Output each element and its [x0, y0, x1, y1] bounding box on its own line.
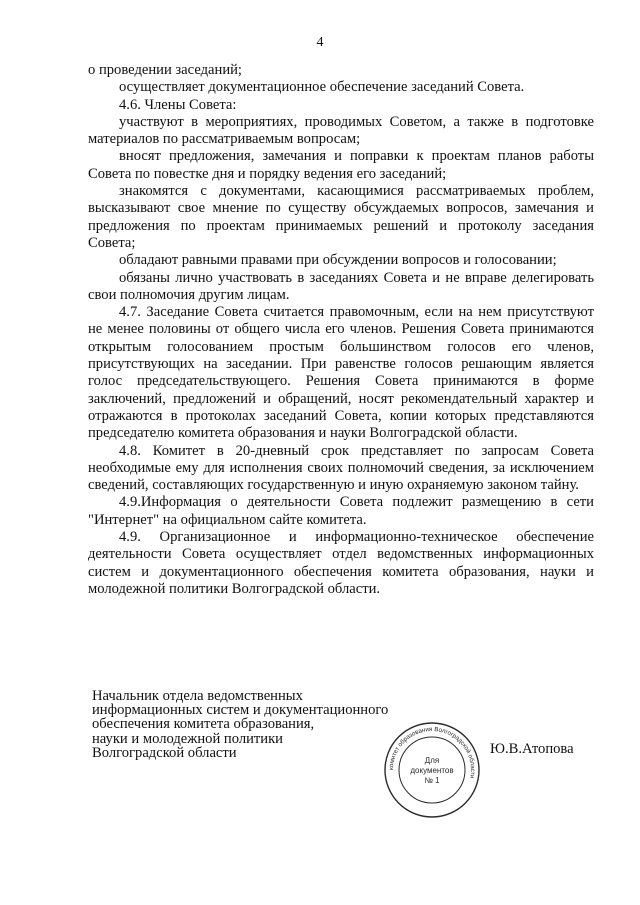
- paragraph: обязаны лично участвовать в заседаниях Совета и не вправе делегировать свои полномочия другим лицам.: [88, 269, 594, 303]
- paragraph: участвуют в мероприятиях, проводимых Советом, а также в подготовке материалов по рассматриваемым вопросам;: [88, 113, 594, 148]
- paragraph: обладают равными правами при обсуждении вопросов и голосовании;: [119, 252, 557, 269]
- paragraph: 4.6. Члены Совета:: [119, 96, 237, 113]
- paragraph: знакомятся с документами, касающимися рассматриваемых проблем, высказывают свое мнение по существу обсуждаемых вопросов, замечания и предложения по проектам принимаемых решений и протоколу заседания Совета;: [88, 183, 594, 251]
- stamp-center-line: Для: [424, 756, 440, 765]
- document-body: [88, 62, 594, 598]
- paragraph: о проведении заседаний;: [88, 62, 242, 78]
- signature-title-line: информационных систем и документационного: [92, 702, 389, 719]
- signature-title-line: Волгоградской области: [92, 744, 237, 761]
- paragraph: вносят предложения, замечания и поправки к проектам планов работы Совета по повестке дня и порядку ведения его заседаний;: [88, 148, 594, 182]
- stamp-ring-text: комитет образования Волгоградской области: [387, 725, 477, 779]
- paragraph: осуществляет документационное обеспечение заседаний Совета.: [119, 79, 525, 96]
- signature-title-line: Начальник отдела ведомственных: [92, 688, 303, 704]
- paragraph: 4.9.Информация о деятельности Совета подлежит размещению в сети "Интернет" на официальном сайте комитета.: [88, 494, 594, 528]
- signer-name: Ю.В.Атопова: [490, 741, 574, 757]
- stamp-center-line: документов: [410, 766, 454, 775]
- stamp-center-line: № 1: [424, 776, 440, 785]
- page-number: 4: [316, 35, 324, 50]
- paragraph: 4.7. Заседание Совета считается правомочным, если на нем присутствуют не менее половины от общего числа его членов. Решения Совета принимаются открытым голосованием простым большинством голосов его членов, присутствующих на заседании. При равенстве голосов решающим является голос председательствующего. Решения Совета принимаются в форме заключений, предложений и обращений, носят рекомендательный характер и отражаются в протоколах заседаний Совета, копии которых представляются председателю комитета образования и науки Волгоградской области.: [88, 304, 594, 442]
- paragraph: 4.8. Комитет в 20-дневный срок представляет по запросам Совета необходимые ему для исполнения своих полномочий сведения, за исключением сведений, составляющих государственную и иную охраняемую законом тайну.: [88, 442, 594, 494]
- signature-title-line: обеспечения комитета образования,: [92, 716, 315, 733]
- signature-block: [92, 689, 422, 760]
- official-stamp: [382, 720, 482, 820]
- paragraph: 4.9. Организационное и информационно-техническое обеспечение деятельности Совета осуществляет отдел ведомственных информационных систем и документационного обеспечения комитета образования, науки и молодежной политики Волгоградской области.: [88, 529, 594, 597]
- signature-title-line: науки и молодежной политики: [92, 730, 283, 747]
